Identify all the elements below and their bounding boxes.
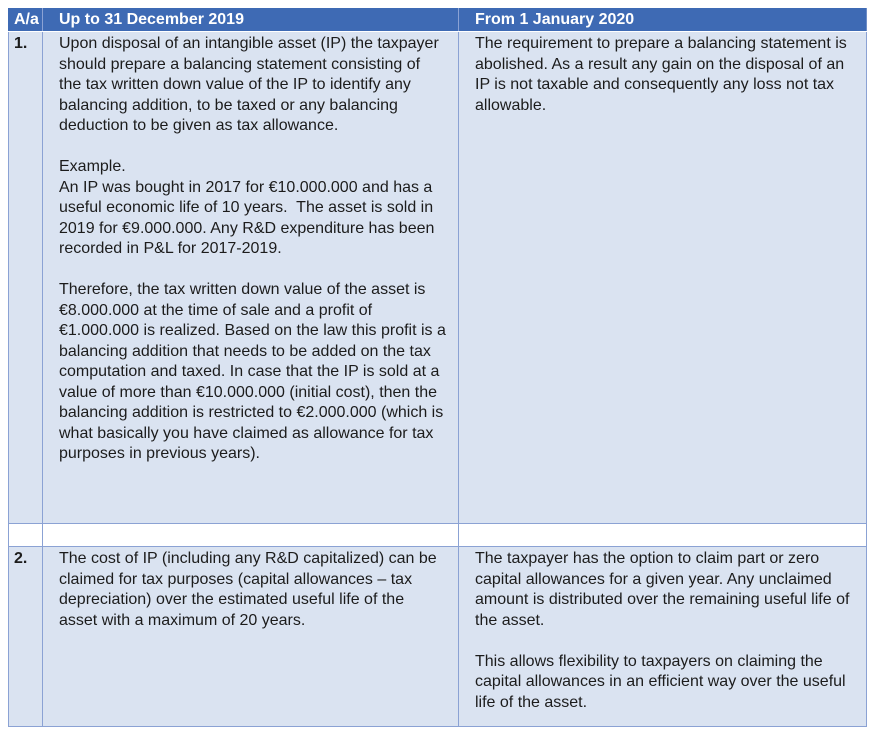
row-2-before-2020-cell: The cost of IP (including any R&D capitalized) can be claimed for tax purposes (capital allowances – tax depreciation) over the estimated useful life of the asset with a maximum of 20 years. bbox=[43, 547, 459, 727]
table-row-2 bbox=[9, 547, 867, 727]
header-cell-index: A/a bbox=[9, 9, 43, 32]
spacer-cell bbox=[43, 524, 459, 547]
row-1-number-cell: 1. bbox=[9, 32, 43, 524]
spacer-cell bbox=[459, 524, 867, 547]
row-2-from-2020-cell: The taxpayer has the option to claim part or zero capital allowances for a given year. Any unclaimed amount is distributed over the remaining useful life of the asset. This allows flexibility to taxpayers on claiming the capital allowances in an efficient way over the useful life of the asset. bbox=[459, 547, 867, 727]
row-2-number-cell: 2. bbox=[9, 547, 43, 727]
spacer-row bbox=[9, 524, 867, 547]
row-1-from-2020-cell: The requirement to prepare a balancing statement is abolished. As a result any gain on the disposal of an IP is not taxable and consequently any loss not tax allowable. bbox=[459, 32, 867, 524]
header-cell-from-2020: From 1 January 2020 bbox=[459, 9, 867, 32]
ip-tax-comparison-table bbox=[8, 8, 867, 727]
spacer-cell bbox=[9, 524, 43, 547]
header-cell-before-2020: Up to 31 December 2019 bbox=[43, 9, 459, 32]
row-1-before-2020-cell: Upon disposal of an intangible asset (IP) the taxpayer should prepare a balancing statement consisting of the tax written down value of the IP to identify any balancing addition, to be taxed or any balancing deduction to be given as tax allowance. Example. An IP was bought in 2017 for €10.000.000 and has a useful economic life of 10 years. The asset is sold in 2019 for €9.000.000. Any R&D expenditure has been recorded in P&L for 2017-2019. Therefore, the tax written down value of the asset is €8.000.000 at the time of sale and a profit of €1.000.000 is realized. Based on the law this profit is a balancing addition that needs to be added on the tax computation and taxed. In case that the IP is sold at a value of more than €10.000.000 (initial cost), then the balancing addition is restricted to €2.000.000 (which is what basically you have claimed as allowance for tax purposes in previous years). bbox=[43, 32, 459, 524]
table-header-row bbox=[9, 9, 867, 32]
table-row-1 bbox=[9, 32, 867, 524]
